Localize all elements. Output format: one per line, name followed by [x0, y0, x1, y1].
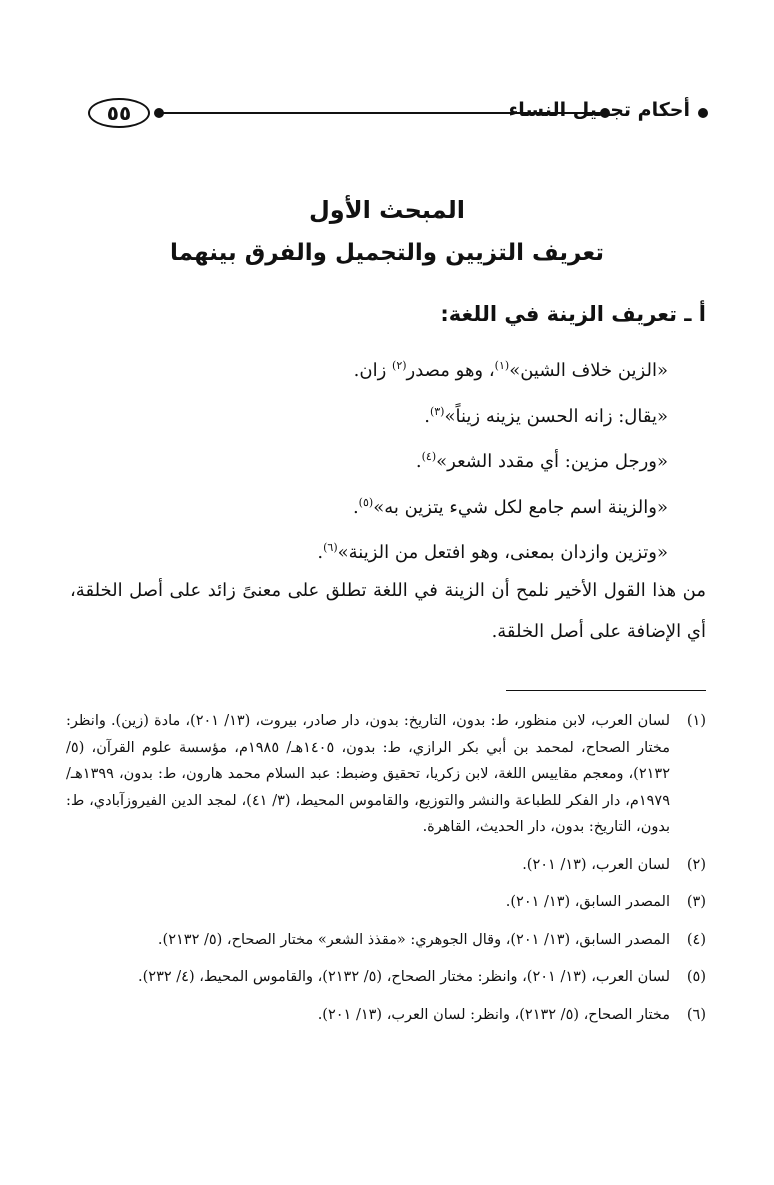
quote-line: «يقال: زانه الحسن يزينه زيناً»$^{(٣)}$. [424, 404, 668, 427]
footnote: (٤) المصدر السابق، (١٣/ ٢٠١)، وقال الجوهري: «مقذذ الشعر» مختار الصحاح، (٥/ ٢١٣٢). [157, 931, 706, 948]
footnote: (٥) لسان العرب، (١٣/ ٢٠١)، وانظر: مختار الصحاح، (٥/ ٢١٣٢)، والقاموس المحيط، (٤/ ٢٣٢). [138, 969, 706, 985]
definition-quotes [108, 346, 668, 574]
chapter-subtitle: تعريف التزيين والتجميل والفرق بينهما [170, 240, 604, 266]
body-paragraph: من هذا القول الأخير نلمح أن الزينة في اللغة تطلق على معنىً زائد على أصل الخلقة، أي الإضافة على أصل الخلقة. [70, 580, 706, 642]
footnote: (٢) لسان العرب، (١٣/ ٢٠١). [522, 856, 706, 873]
page-number: ٥٥ [88, 98, 150, 128]
quote-line: «والزينة اسم جامع لكل شيء يتزين به»$^{(٥)}$. [352, 495, 668, 518]
quote-line: «الزين خلاف الشين»$^{(١)}$، وهو مصدر$^{(٢)}$ زان. [353, 359, 668, 381]
footnote: (٣) المصدر السابق، (١٣/ ٢٠١). [505, 894, 706, 910]
footnote-separator [506, 690, 706, 691]
header-dot-right [698, 108, 708, 118]
section-heading: أ ـ تعريف الزينة في اللغة: [440, 302, 706, 326]
quote-line: «ورجل مزين: أي مقدد الشعر»$^{(٤)}$. [415, 450, 668, 472]
footnotes [66, 708, 706, 1039]
header-dot-left [154, 108, 164, 118]
chapter-title: المبحث الأول [308, 196, 466, 224]
page-header [88, 96, 708, 132]
footnote: (١) لسان العرب، لابن منظور، ط: بدون، التاريخ: بدون، دار صادر، بيروت، (١٣/ ٢٠١)، مادة (زين). وانظر: مختار الصحاح، لمحمد بن أبي بكر الرازي، ط: بدون، ١٤٠٥هـ/ ١٩٨٥م، مؤسسة علوم القرآن، (٥/ ٢١٣٢)، ومعجم مقاييس اللغة، لابن زكريا، تحقيق وضبط: عبد السلام محمد هارون، ط: بدون، ١٣٩٩هـ/ ١٩٧٩م، دار الفكر للطباعة والنشر والتوزيع، والقاموس المحيط، (٣/ ٤١)، لمجد الدين الفيروزآبادي، ط: بدون، التاريخ: بدون، دار الحديث، القاهرة. [66, 713, 706, 835]
footnote: (٦) مختار الصحاح، (٥/ ٢١٣٢)، وانظر: لسان العرب، (١٣/ ٢٠١). [317, 1006, 706, 1023]
running-title: أحكام تجميل النساء [508, 99, 690, 121]
quote-line: «وتزين وازدان بمعنى، وهو افتعل من الزينة»$^{(٦)}$. [317, 541, 668, 563]
